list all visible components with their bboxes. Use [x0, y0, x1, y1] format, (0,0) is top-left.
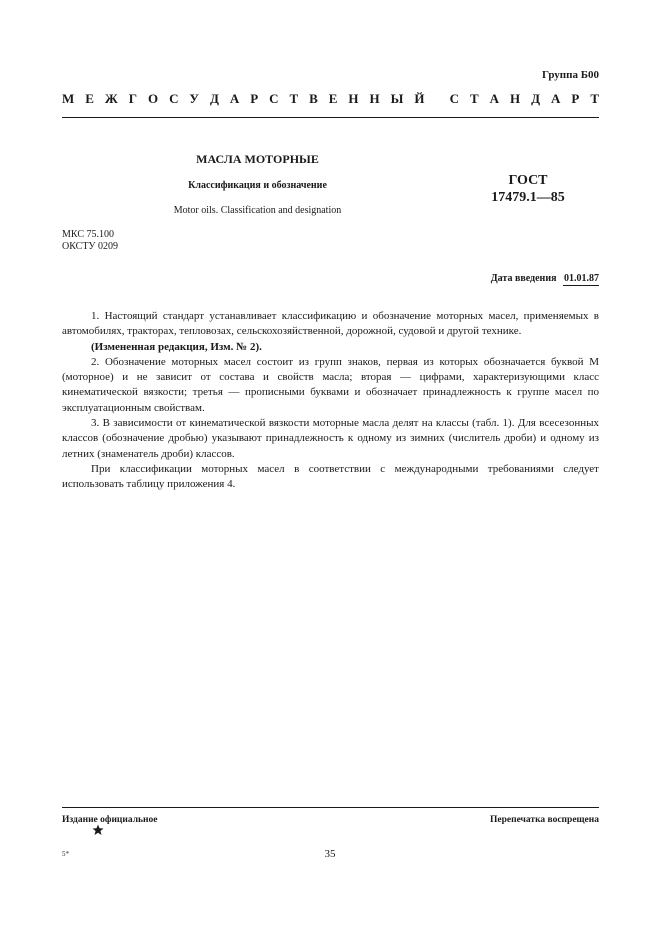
paragraph-1: 1. Настоящий стандарт устанавливает классификацию и обозначение моторных масел, применяемых в автомобилях, тракторах, тепловозах, сельскохозяйственной, дорожной, судовой и другой технике. [62, 310, 599, 338]
banner-letter: В [309, 91, 318, 106]
gost-label: ГОСТ [508, 173, 548, 188]
english-title: Motor oils. Classification and designation [173, 205, 342, 216]
banner-letter: Д [531, 91, 541, 106]
banner-letter: Н [348, 91, 359, 106]
banner-letter: М [62, 91, 75, 106]
document-title: МАСЛА МОТОРНЫЕ [196, 152, 319, 166]
banner-letter: Н [369, 91, 380, 106]
gost-designation [478, 172, 578, 206]
paragraph-4: При классификации моторных масел в соответствии с международными требованиями следует использовать таблицу приложения 4. [62, 462, 599, 491]
group-label: Группа Б00 [542, 69, 599, 81]
banner-letter: Ж [104, 91, 118, 106]
banner-letter: А [551, 91, 561, 106]
effective-date [491, 273, 599, 286]
banner-letter: Т [289, 91, 299, 106]
banner-letter: Ы [390, 91, 404, 106]
effective-date-value: 01.01.87 [564, 273, 599, 284]
star-icon [92, 824, 104, 836]
effective-date-label: Дата введения [490, 273, 557, 284]
okstu-code: ОКСТУ 0209 [62, 241, 119, 252]
banner-letter: У [189, 91, 199, 106]
amendment-note: (Измененная редакция, Изм. № 2). [91, 340, 262, 353]
signature-mark: 5* [62, 850, 69, 858]
banner-letter: Р [250, 91, 259, 106]
header-rule [62, 117, 599, 118]
standard-banner [62, 91, 599, 107]
banner-letter: Е [328, 91, 338, 106]
banner-letter: А [229, 91, 240, 106]
banner-letter: Д [209, 91, 219, 106]
banner-letter: С [449, 91, 460, 106]
banner-letter: Т [590, 91, 599, 106]
banner-letter: Й [414, 91, 425, 106]
banner-letter: О [147, 91, 159, 106]
banner-letter: Н [510, 91, 521, 106]
footer-rule [62, 807, 599, 808]
banner-letter: Г [128, 91, 137, 106]
banner-space [435, 91, 438, 107]
paragraph-2: 2. Обозначение моторных масел состоит из групп знаков, первая из которых обозначается буквой М (моторное) и не зависит от состава и свойств масла; вторая — цифрами, характеризующими класс кинематической вязкости; третья — прописными буквами и обозначает принадлежность к группе масел по эксплуатационным свойствам. [62, 355, 599, 414]
document-body [62, 309, 599, 493]
banner-letter: Е [85, 91, 94, 106]
banner-letter: С [269, 91, 279, 106]
official-edition-label: Издание официальное [62, 815, 158, 825]
document-subtitle: Классификация и обозначение [188, 180, 327, 191]
banner-letter: Т [470, 91, 479, 106]
mks-code: МКС 75.100 [62, 229, 114, 240]
reprint-prohibited-label: Перепечатка воспрещена [489, 815, 599, 825]
classification-codes [62, 229, 118, 253]
gost-number: 17479.1—85 [491, 190, 565, 205]
paragraph-3: 3. В зависимости от кинематической вязкости моторные масла делят на классы (табл. 1). Для всесезонных классов (обозначение дробью) указывают принадлежность к одному из зимних (числитель дроби) и одному из летних (знаменатель дроби) классов. [62, 417, 599, 460]
page-number: 35 [324, 848, 336, 860]
banner-letter: С [169, 91, 179, 106]
banner-letter: Р [571, 91, 580, 106]
banner-letter: А [489, 91, 500, 106]
